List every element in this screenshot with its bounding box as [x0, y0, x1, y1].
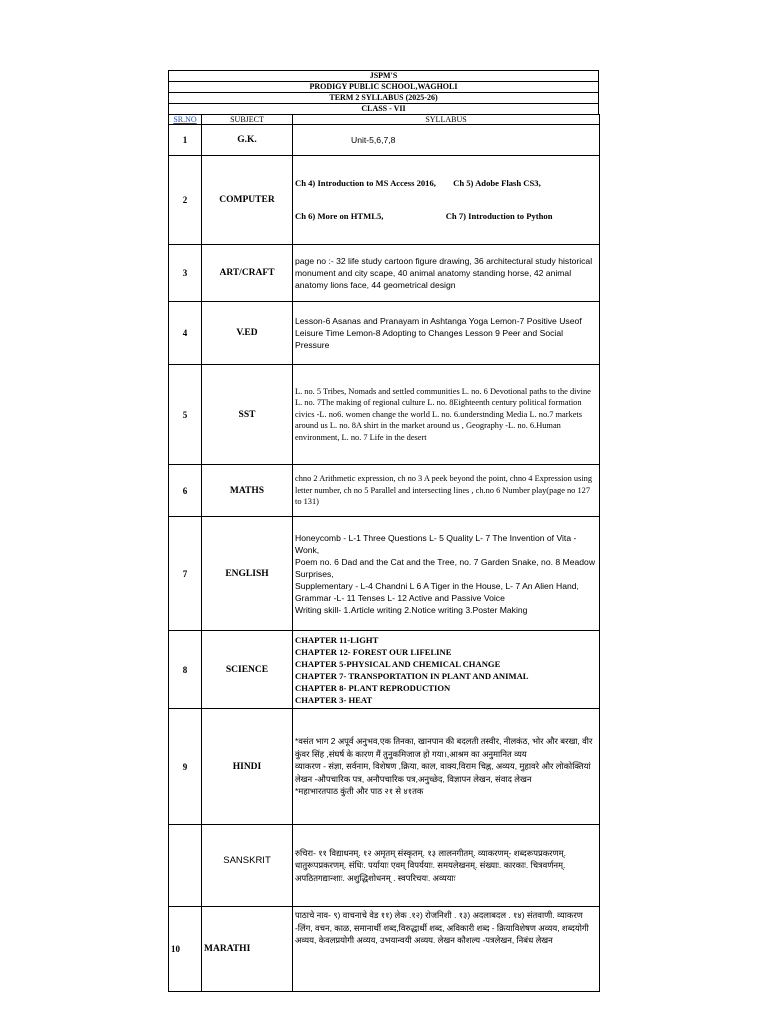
row-srno: 4	[169, 302, 202, 365]
row-srno: 7	[169, 517, 202, 631]
syllabus-line: CHAPTER 3- HEAT	[295, 694, 373, 705]
row-srno: 10	[169, 907, 202, 992]
syllabus-line: CHAPTER 8- PLANT REPRODUCTION	[295, 682, 451, 693]
syllabus-line: Supplementary - L-4 Chandni L 6 A Tiger in the House, L- 7 An Alien Hand, Grammar -L- 11 Tenses L- 12 Active and Passive Voice	[295, 580, 579, 603]
syllabus-line: व्याकरण - संज्ञा, सर्वनाम, विशेषण ,क्रिया, काल, वाक्य,विराम चिह्न, अव्यय, मुहावरे और लोकोक्तियां लेखन -औपचारिक पत्र, अनौपचारिक पत्र,अनुच्छेद, विज्ञापन लेखन, संवाद लेखन	[295, 761, 591, 784]
row-subject: HINDI	[202, 709, 293, 825]
table-row	[169, 517, 600, 631]
syllabus-sheet	[168, 70, 599, 992]
row-srno: 9	[169, 709, 202, 825]
row-subject: SCIENCE	[202, 631, 293, 709]
row-srno: 1	[169, 125, 202, 156]
row-srno	[169, 825, 202, 907]
row-syllabus	[293, 907, 600, 992]
table-row	[169, 825, 600, 907]
row-syllabus	[293, 125, 600, 156]
row-srno: 5	[169, 365, 202, 465]
row-subject: MATHS	[202, 465, 293, 517]
row-subject: ENGLISH	[202, 517, 293, 631]
syllabus-line: *वसंत भाग 2 अपूर्व अनुभव,एक तिनका, खानपान की बदलती तस्वीर, नीलकंठ, भोर और बरखा, वीर कुंवर सिंह ,संघर्ष के कारण मैं तुनुकमिजाज हो गया।,आश्रम का अनुमानित व्यय	[295, 736, 593, 759]
row-subject-label: SANSKRIT	[223, 855, 271, 866]
row-subject: MARATHI	[202, 907, 293, 992]
column-header-row	[169, 115, 600, 125]
syllabus-line: पाठाचे नाव- ९) वाचनाचे वेड ११) लेक .१२) रोजनिशी . १३) अदलाबदल . १४) संतवाणी. व्याकरण -लिंग, वचन, काळ, समानार्थी शब्द,विरुद्धार्थी शब्द, अविकारी शब्द - क्रियाविशेषण अव्यय, शब्दयोगी अव्यय, केवलप्रयोगी अव्यय, उभयान्वयी अव्यय. लेखन कौशल्य -पत्रलेखन, निबंध लेखन	[295, 910, 589, 945]
row-subject: G.K.	[202, 125, 293, 156]
row-subject: ART/CRAFT	[202, 245, 293, 302]
syllabus-line: Honeycomb - L-1 Three Questions L- 5 Quality L- 7 The Invention of Vita - Wonk,	[295, 532, 577, 555]
header-school-group: JSPM'S	[168, 70, 599, 81]
syllabus-line: CHAPTER 11-LIGHT	[295, 634, 379, 645]
syllabus-table	[168, 114, 600, 992]
syllabus-line: रुचिरा- ११ विद्याधनम्. १२ अमृतम् संस्कृतम्. १३ लालनगीतम्. व्याकरणम्- शब्दरूपप्रकरणम्. धातुरूपप्रकरणम्. संधिः. पर्यायाः एवम् विपर्ययाः. समयलेखनम्. संख्याः. कारकाः. चित्रवर्णनम्. अपठितगद्यान्शाः. अशुद्धिशोधनम् . स्वपरिचयः. अव्ययाः	[295, 847, 566, 883]
syllabus-line: *महाभारतपाठ कुंती और पाठ २१ से ४१तक	[295, 786, 424, 797]
row-subject: SST	[202, 365, 293, 465]
table-row	[169, 465, 600, 517]
row-syllabus	[293, 709, 600, 825]
syllabus-line: CHAPTER 7- TRANSPORTATION IN PLANT AND ANIMAL	[295, 670, 529, 681]
row-srno: 8	[169, 631, 202, 709]
column-header-subject: SUBJECT	[202, 115, 293, 125]
header-class: CLASS - VII	[168, 103, 599, 114]
column-header-syllabus: SYLLABUS	[293, 115, 600, 125]
table-row	[169, 631, 600, 709]
row-subject	[202, 825, 293, 907]
table-row	[169, 156, 600, 245]
syllabus-line: L. no. 5 Tribes, Nomads and settled communities L. no. 6 Devotional paths to the divine L. no. 7The making of regional culture L. no. 8Eighteenth century political formation civics -L. no6. women change the world L. no. 6.understnding Media L. no.7 markets around us L. no. 8A shirt in the market around us , Geography -L. no. 6.Human environment, L. no. 7 Life in the desert	[295, 386, 591, 442]
row-syllabus	[293, 465, 600, 517]
row-srno: 2	[169, 156, 202, 245]
row-srno: 6	[169, 465, 202, 517]
header-school-name: PRODIGY PUBLIC SCHOOL,WAGHOLI	[168, 81, 599, 92]
syllabus-line: Poem no. 6 Dad and the Cat and the Tree, no. 7 Garden Snake, no. 8 Meadow Surprises,	[295, 556, 596, 579]
row-srno: 3	[169, 245, 202, 302]
table-row	[169, 245, 600, 302]
syllabus-line: CHAPTER 5-PHYSICAL AND CHEMICAL CHANGE	[295, 658, 501, 669]
row-subject: COMPUTER	[202, 156, 293, 245]
row-syllabus	[293, 825, 600, 907]
column-header-srno[interactable]: SR.NO	[169, 115, 202, 125]
syllabus-line: chno 2 Arithmetic expression, ch no 3 A peek beyond the point, chno 4 Expression using letter number, ch no 5 Parallel and intersecting lines , ch.no 6 Number play(page no 127 to 131)	[295, 474, 593, 507]
syllabus-line: Writing skill- 1.Article writing 2.Notice writing 3.Poster Making	[295, 604, 528, 615]
syllabus-line: Ch 4) Introduction to MS Access 2016, Ch 5) Adobe Flash CS3,	[295, 178, 541, 188]
row-syllabus	[293, 302, 600, 365]
table-row	[169, 907, 600, 992]
syllabus-line: CHAPTER 12- FOREST OUR LIFELINE	[295, 646, 452, 657]
syllabus-line: Lesson-6 Asanas and Pranayam in Ashtanga Yoga Lemon-7 Positive Useof Leisure Time Lemon-8 Adopting to Changes Lesson 9 Peer and Social Pressure	[295, 316, 582, 350]
table-row	[169, 125, 600, 156]
row-syllabus	[293, 156, 600, 245]
syllabus-line: page no :- 32 life study cartoon figure drawing, 36 architectural study historical monument and city scape, 40 animal anatomy standing horse, 42 animal anatomy lions face, 44 geometrical design	[295, 256, 593, 290]
row-syllabus	[293, 517, 600, 631]
row-syllabus	[293, 365, 600, 465]
table-row	[169, 302, 600, 365]
row-syllabus	[293, 631, 600, 709]
table-row	[169, 365, 600, 465]
syllabus-line: Ch 6) More on HTML5, Ch 7) Introduction to Python	[295, 211, 553, 221]
syllabus-line: Unit-5,6,7,8	[351, 135, 396, 145]
table-row	[169, 709, 600, 825]
row-syllabus	[293, 245, 600, 302]
row-subject: V.ED	[202, 302, 293, 365]
header-term: TERM 2 SYLLABUS (2025-26)	[168, 92, 599, 103]
